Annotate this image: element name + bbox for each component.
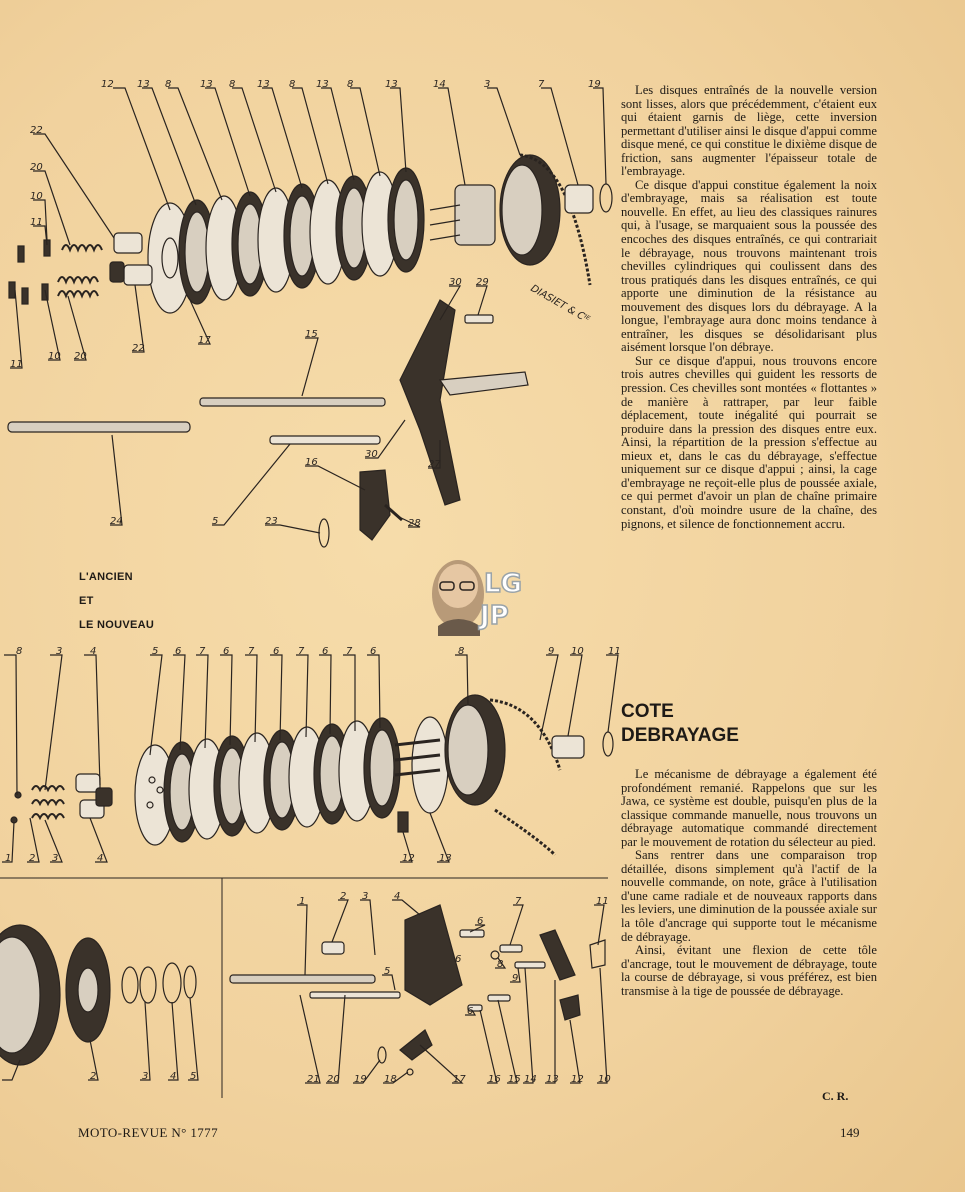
label-19: 19 xyxy=(588,79,601,90)
label-7: 7 xyxy=(199,646,206,657)
label-16: 16 xyxy=(488,1074,501,1085)
label-8: 8 xyxy=(458,646,465,657)
label-13: 13 xyxy=(200,79,213,90)
label-9: 9 xyxy=(512,973,519,984)
label-13: 13 xyxy=(316,79,329,90)
label-30: 30 xyxy=(449,277,462,288)
top-diagram-labels xyxy=(10,79,601,529)
label-7: 7 xyxy=(248,646,255,657)
label-11: 11 xyxy=(10,359,23,370)
label-3: 3 xyxy=(484,79,491,90)
label-1: 1 xyxy=(5,853,12,864)
label-10: 10 xyxy=(48,351,61,362)
article-section-column xyxy=(621,768,877,998)
label-14: 14 xyxy=(524,1074,537,1085)
caption-line-2: ET xyxy=(79,595,94,607)
label-9: 9 xyxy=(548,646,555,657)
label-5: 5 xyxy=(190,1071,197,1082)
label-7: 7 xyxy=(515,896,522,907)
label-13: 13 xyxy=(439,853,452,864)
svg-text:DIASIET & Cᴵᴱ: DIASIET & Cᴵᴱ xyxy=(528,283,592,326)
label-20: 20 xyxy=(30,162,43,173)
label-13: 13 xyxy=(257,79,270,90)
label-7: 7 xyxy=(298,646,305,657)
author-signature: C. R. xyxy=(822,1089,849,1103)
label-6: 6 xyxy=(273,646,280,657)
label-11: 11 xyxy=(608,646,621,657)
diagram-caption xyxy=(79,565,154,637)
footer-page-number: 149 xyxy=(840,1125,860,1140)
article-paragraph: Sans rentrer dans une comparaison trop détaillée, disons simplement qu'à l'actif de la nouvelle commande, on note, grâce à l'utilisation d'une came radiale et de nouveaux rapports dans les leviers, une diminution de la poussée axiale sur la tôle d'ancrage qui supporte tout le mécanisme de débrayage. xyxy=(621,848,877,944)
label-6: 6 xyxy=(175,646,182,657)
label-2: 2 xyxy=(90,1071,97,1082)
article-paragraph: Les disques entraînés de la nouvelle version sont lisses, alors que précédemment, c'étaient eux qui étaient garnis de liège, cette inversion permettant d'utiliser ainsi le disque d'appui comme disque mené, ce qui constitue le dixième disque de friction, sans augmenter l'épaisseur totale de l'embrayage. xyxy=(621,83,877,179)
bottom-diagram-labels xyxy=(90,891,611,1085)
label-11: 11 xyxy=(596,896,609,907)
label-16: 16 xyxy=(305,457,318,468)
logo-letters-jp: JP xyxy=(480,601,509,631)
label-5: 5 xyxy=(152,646,159,657)
label-27: 27 xyxy=(428,459,441,470)
label-8: 8 xyxy=(229,79,236,90)
label-8: 8 xyxy=(289,79,296,90)
label-8: 8 xyxy=(497,959,504,970)
footer-magazine-issue: MOTO-REVUE N° 1777 xyxy=(78,1125,218,1140)
label-22: 22 xyxy=(30,125,43,136)
label-23: 23 xyxy=(265,516,278,527)
label-19: 19 xyxy=(354,1074,367,1085)
label-22: 22 xyxy=(132,343,145,354)
label-6: 6 xyxy=(322,646,329,657)
label-21: 21 xyxy=(307,1074,320,1085)
label-15: 15 xyxy=(305,329,318,340)
article-paragraph: Ce disque d'appui constitue également la noix d'embrayage, mais sa réalisation est toute nouvelle. En effet, au lieu des classiques rainures qui, à l'usage, se marquaient sous la poussée des encoches des disques entraînés, ce qui contrariait le débrayage, nous trouvons maintenant trois chevilles cylindriques qui coulissent dans des trous pratiqués dans les disques entraînés, ce qui apporte une diminution de la résistance au mouvement des disques lors du débrayage. A la longue, l'embrayage aura donc moins tendance à entraîner, les disques se désolidarisant plus aisément lorsque l'on débraye. xyxy=(621,177,877,355)
label-2: 2 xyxy=(29,853,36,864)
label-3: 3 xyxy=(362,891,369,902)
label-8: 8 xyxy=(347,79,354,90)
label-5: 5 xyxy=(384,966,391,977)
section-heading-line-1: COTE xyxy=(621,701,674,722)
label-3: 3 xyxy=(56,646,63,657)
label-3: 3 xyxy=(52,853,59,864)
label-29: 29 xyxy=(476,277,489,288)
label-4: 4 xyxy=(170,1071,177,1082)
article-intro-column xyxy=(621,84,877,531)
label-15: 15 xyxy=(508,1074,521,1085)
label-6: 6 xyxy=(370,646,377,657)
label-8: 8 xyxy=(165,79,172,90)
label-14: 14 xyxy=(433,79,446,90)
label-6: 6 xyxy=(455,954,462,965)
label-12: 12 xyxy=(101,79,114,90)
label-4: 4 xyxy=(394,891,401,902)
caption-line-3: LE NOUVEAU xyxy=(79,619,155,631)
article-paragraph: Ainsi, évitant une flexion de cette tôle d'ancrage, tout le mouvement de débrayage, toute la course de débrayage, si vous préférez, est bien transmise à la tige de poussée de débrayage. xyxy=(621,943,877,998)
label-30: 30 xyxy=(365,449,378,460)
label-1: 1 xyxy=(299,896,306,907)
section-heading xyxy=(621,700,881,748)
label-6: 6 xyxy=(477,916,484,927)
label-20: 20 xyxy=(74,351,87,362)
section-heading-line-2: DEBRAYAGE xyxy=(621,725,739,746)
label-6: 6 xyxy=(223,646,230,657)
label-13: 13 xyxy=(546,1074,559,1085)
lgjp-watermark-logo xyxy=(426,556,536,640)
label-24: 24 xyxy=(110,516,123,527)
label-5: 5 xyxy=(212,516,219,527)
logo-letters-lg: LG xyxy=(484,569,522,599)
article-paragraph: Le mécanisme de débrayage a également été profondément remanié. Rappelons que sur les Jawa, ce système est double, puisqu'en plus de la classique commande manuelle, nous trouvons un débrayage automatique commandé directement par le mouvement de rotation du sélecteur au pied. xyxy=(621,767,877,849)
label-11: 11 xyxy=(30,217,43,228)
label-17: 17 xyxy=(198,335,211,346)
label-7: 7 xyxy=(346,646,353,657)
label-12: 12 xyxy=(571,1074,584,1085)
label-12: 12 xyxy=(402,853,415,864)
label-8: 8 xyxy=(16,646,23,657)
label-2: 2 xyxy=(340,891,347,902)
label-28: 28 xyxy=(408,518,421,529)
label-4: 4 xyxy=(90,646,97,657)
label-10: 10 xyxy=(598,1074,611,1085)
label-3: 3 xyxy=(142,1071,149,1082)
label-4: 4 xyxy=(97,853,104,864)
label-17: 17 xyxy=(453,1074,466,1085)
label-10: 10 xyxy=(30,191,43,202)
caption-line-1: L'ANCIEN xyxy=(79,571,133,583)
label-7: 7 xyxy=(538,79,545,90)
label-18: 18 xyxy=(384,1074,397,1085)
article-paragraph: Sur ce disque d'appui, nous trouvons encore trois autres chevilles qui guident les ressorts de pression. Ces chevilles sont montées « flottantes » de manière à rattraper, par leur faible déplacement, toute inégalité qui pourrait se produire dans la pression des disques entre eux. Ainsi, la répartition de la pression s'effectue au mieux et, dans le cas du débrayage, s'effectue uniquement sur ce disque d'appui ; ainsi, la cage d'embrayage ne reçoit-elle plus de poussée axiale, ce qui permet d'avoir un plan de chaîne primaire constant, d'où moindre usure de la chaîne, des pignons, et silence de fonctionnement accru. xyxy=(621,353,877,531)
label-6: 6 xyxy=(467,1006,474,1017)
label-10: 10 xyxy=(571,646,584,657)
label-20: 20 xyxy=(327,1074,340,1085)
label-13: 13 xyxy=(385,79,398,90)
label-13: 13 xyxy=(137,79,150,90)
